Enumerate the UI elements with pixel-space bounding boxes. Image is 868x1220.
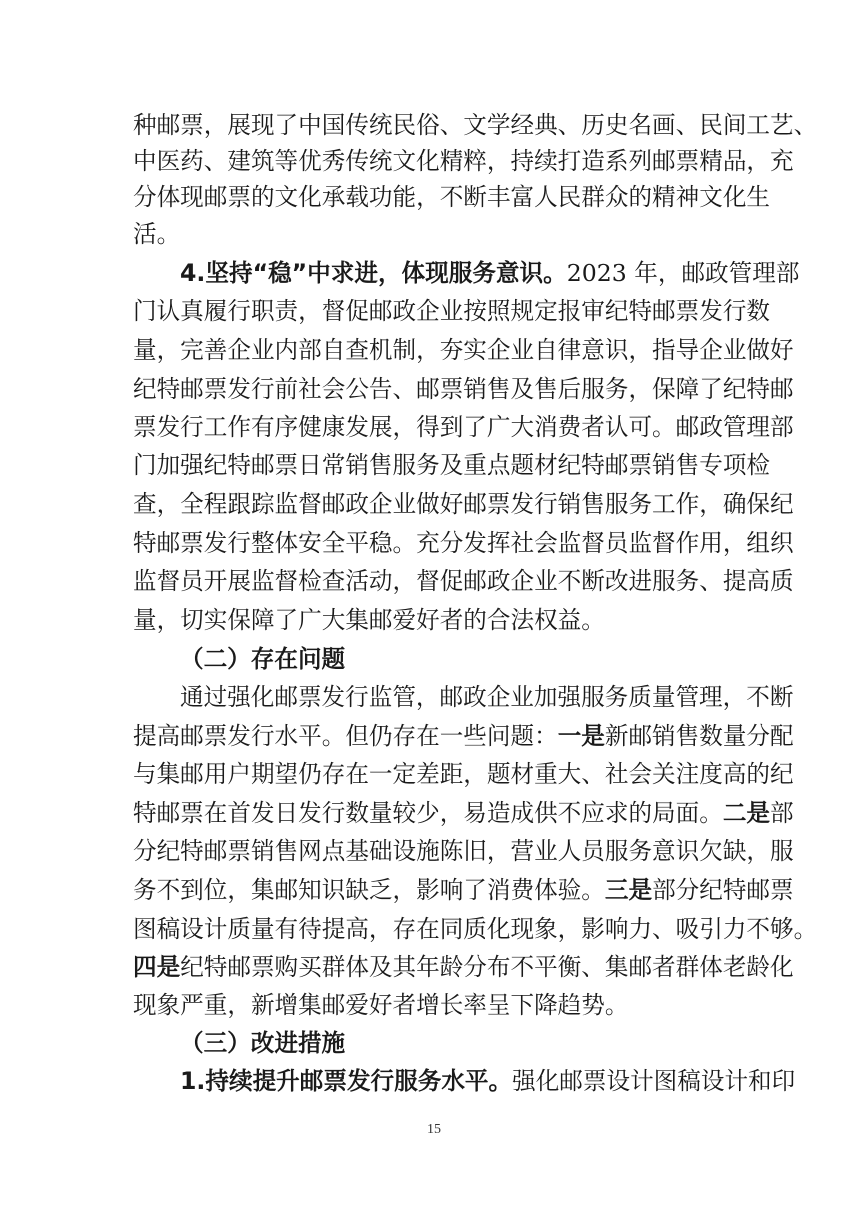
paragraph-line: 活。 bbox=[133, 220, 181, 248]
point-label: 四是 bbox=[133, 953, 181, 981]
paragraph-line: 与集邮用户期望仍存在一定差距，题材重大、社会关注度高的纪 bbox=[133, 760, 794, 788]
paragraph-line: 门加强纪特邮票日常销售服务及重点题材纪特邮票销售专项检 bbox=[133, 451, 771, 479]
paragraph-text: 提高邮票发行水平。但仍存在一些问题： bbox=[133, 722, 558, 750]
paragraph-line: 现象严重，新增集邮爱好者增长率呈下降趋势。 bbox=[133, 991, 629, 1019]
section-heading: （二）存在问题 bbox=[180, 645, 346, 673]
paragraph-text: 纪特邮票购买群体及其年龄分布不平衡、集邮者群体老龄化 bbox=[180, 953, 794, 981]
paragraph-text: 部分纪特邮票 bbox=[652, 876, 794, 904]
point-label: 二是 bbox=[722, 799, 771, 827]
point-label: 一是 bbox=[557, 722, 605, 750]
paragraph-text: 强化邮票设计图稿设计和印 bbox=[512, 1067, 796, 1095]
item-1-heading: 1.持续提升邮票发行服务水平。 bbox=[180, 1067, 513, 1095]
section-heading: （三）改进措施 bbox=[180, 1029, 346, 1057]
paragraph-text: 务不到位，集邮知识缺乏，影响了消费体验。 bbox=[133, 876, 605, 904]
paragraph-line: 纪特邮票发行前社会公告、邮票销售及售后服务，保障了纪特邮 bbox=[133, 375, 794, 403]
paragraph-line: 门认真履行职责，督促邮政企业按照规定报审纪特邮票发行数 bbox=[133, 297, 771, 325]
paragraph-line: 分纪特邮票销售网点基础设施陈旧，营业人员服务意识欠缺，服 bbox=[133, 837, 794, 865]
paragraph-text: 部 bbox=[770, 799, 794, 827]
paragraph-line: 量，切实保障了广大集邮爱好者的合法权益。 bbox=[133, 606, 605, 634]
page-number: 15 bbox=[427, 1122, 441, 1137]
paragraph-line: 通过强化邮票发行监管，邮政企业加强服务质量管理，不断 bbox=[180, 683, 794, 711]
paragraph-line bbox=[180, 253, 800, 293]
paragraph-line bbox=[133, 870, 794, 910]
paragraph-line: 图稿设计质量有待提高，存在同质化现象，影响力、吸引力不够。 bbox=[133, 915, 818, 943]
paragraph-line: 监督员开展监督检查活动，督促邮政企业不断改进服务、提高质 bbox=[133, 567, 794, 595]
paragraph-line: 种邮票，展现了中国传统民俗、文学经典、历史名画、民间工艺、 bbox=[133, 111, 818, 139]
paragraph-line bbox=[133, 947, 794, 987]
paragraph-line bbox=[133, 793, 794, 833]
paragraph-line: 查，全程跟踪监督邮政企业做好邮票发行销售服务工作，确保纪 bbox=[133, 490, 794, 518]
paragraph-line: 中医药、建筑等优秀传统文化精粹，持续打造系列邮票精品，充 bbox=[133, 147, 794, 175]
paragraph-line bbox=[133, 716, 794, 756]
paragraph-line: 分体现邮票的文化承载功能，不断丰富人民群众的精神文化生 bbox=[133, 183, 771, 211]
point-label: 三是 bbox=[604, 876, 653, 904]
paragraph-line: 特邮票发行整体安全平稳。充分发挥社会监督员监督作用，组织 bbox=[133, 529, 794, 557]
paragraph-text: 新邮销售数量分配 bbox=[604, 722, 794, 750]
paragraph-line: 量，完善企业内部自查机制，夯实企业自律意识，指导企业做好 bbox=[133, 336, 794, 364]
paragraph-text: 2023 年，邮政管理部 bbox=[566, 259, 800, 287]
paragraph-line: 票发行工作有序健康发展，得到了广大消费者认可。邮政管理部 bbox=[133, 413, 794, 441]
paragraph-text: 特邮票在首发日发行数量较少，易造成供不应求的局面。 bbox=[133, 799, 723, 827]
item-4-heading: 4.坚持“稳”中求进，体现服务意识。 bbox=[180, 259, 567, 287]
paragraph-line bbox=[180, 1061, 796, 1101]
